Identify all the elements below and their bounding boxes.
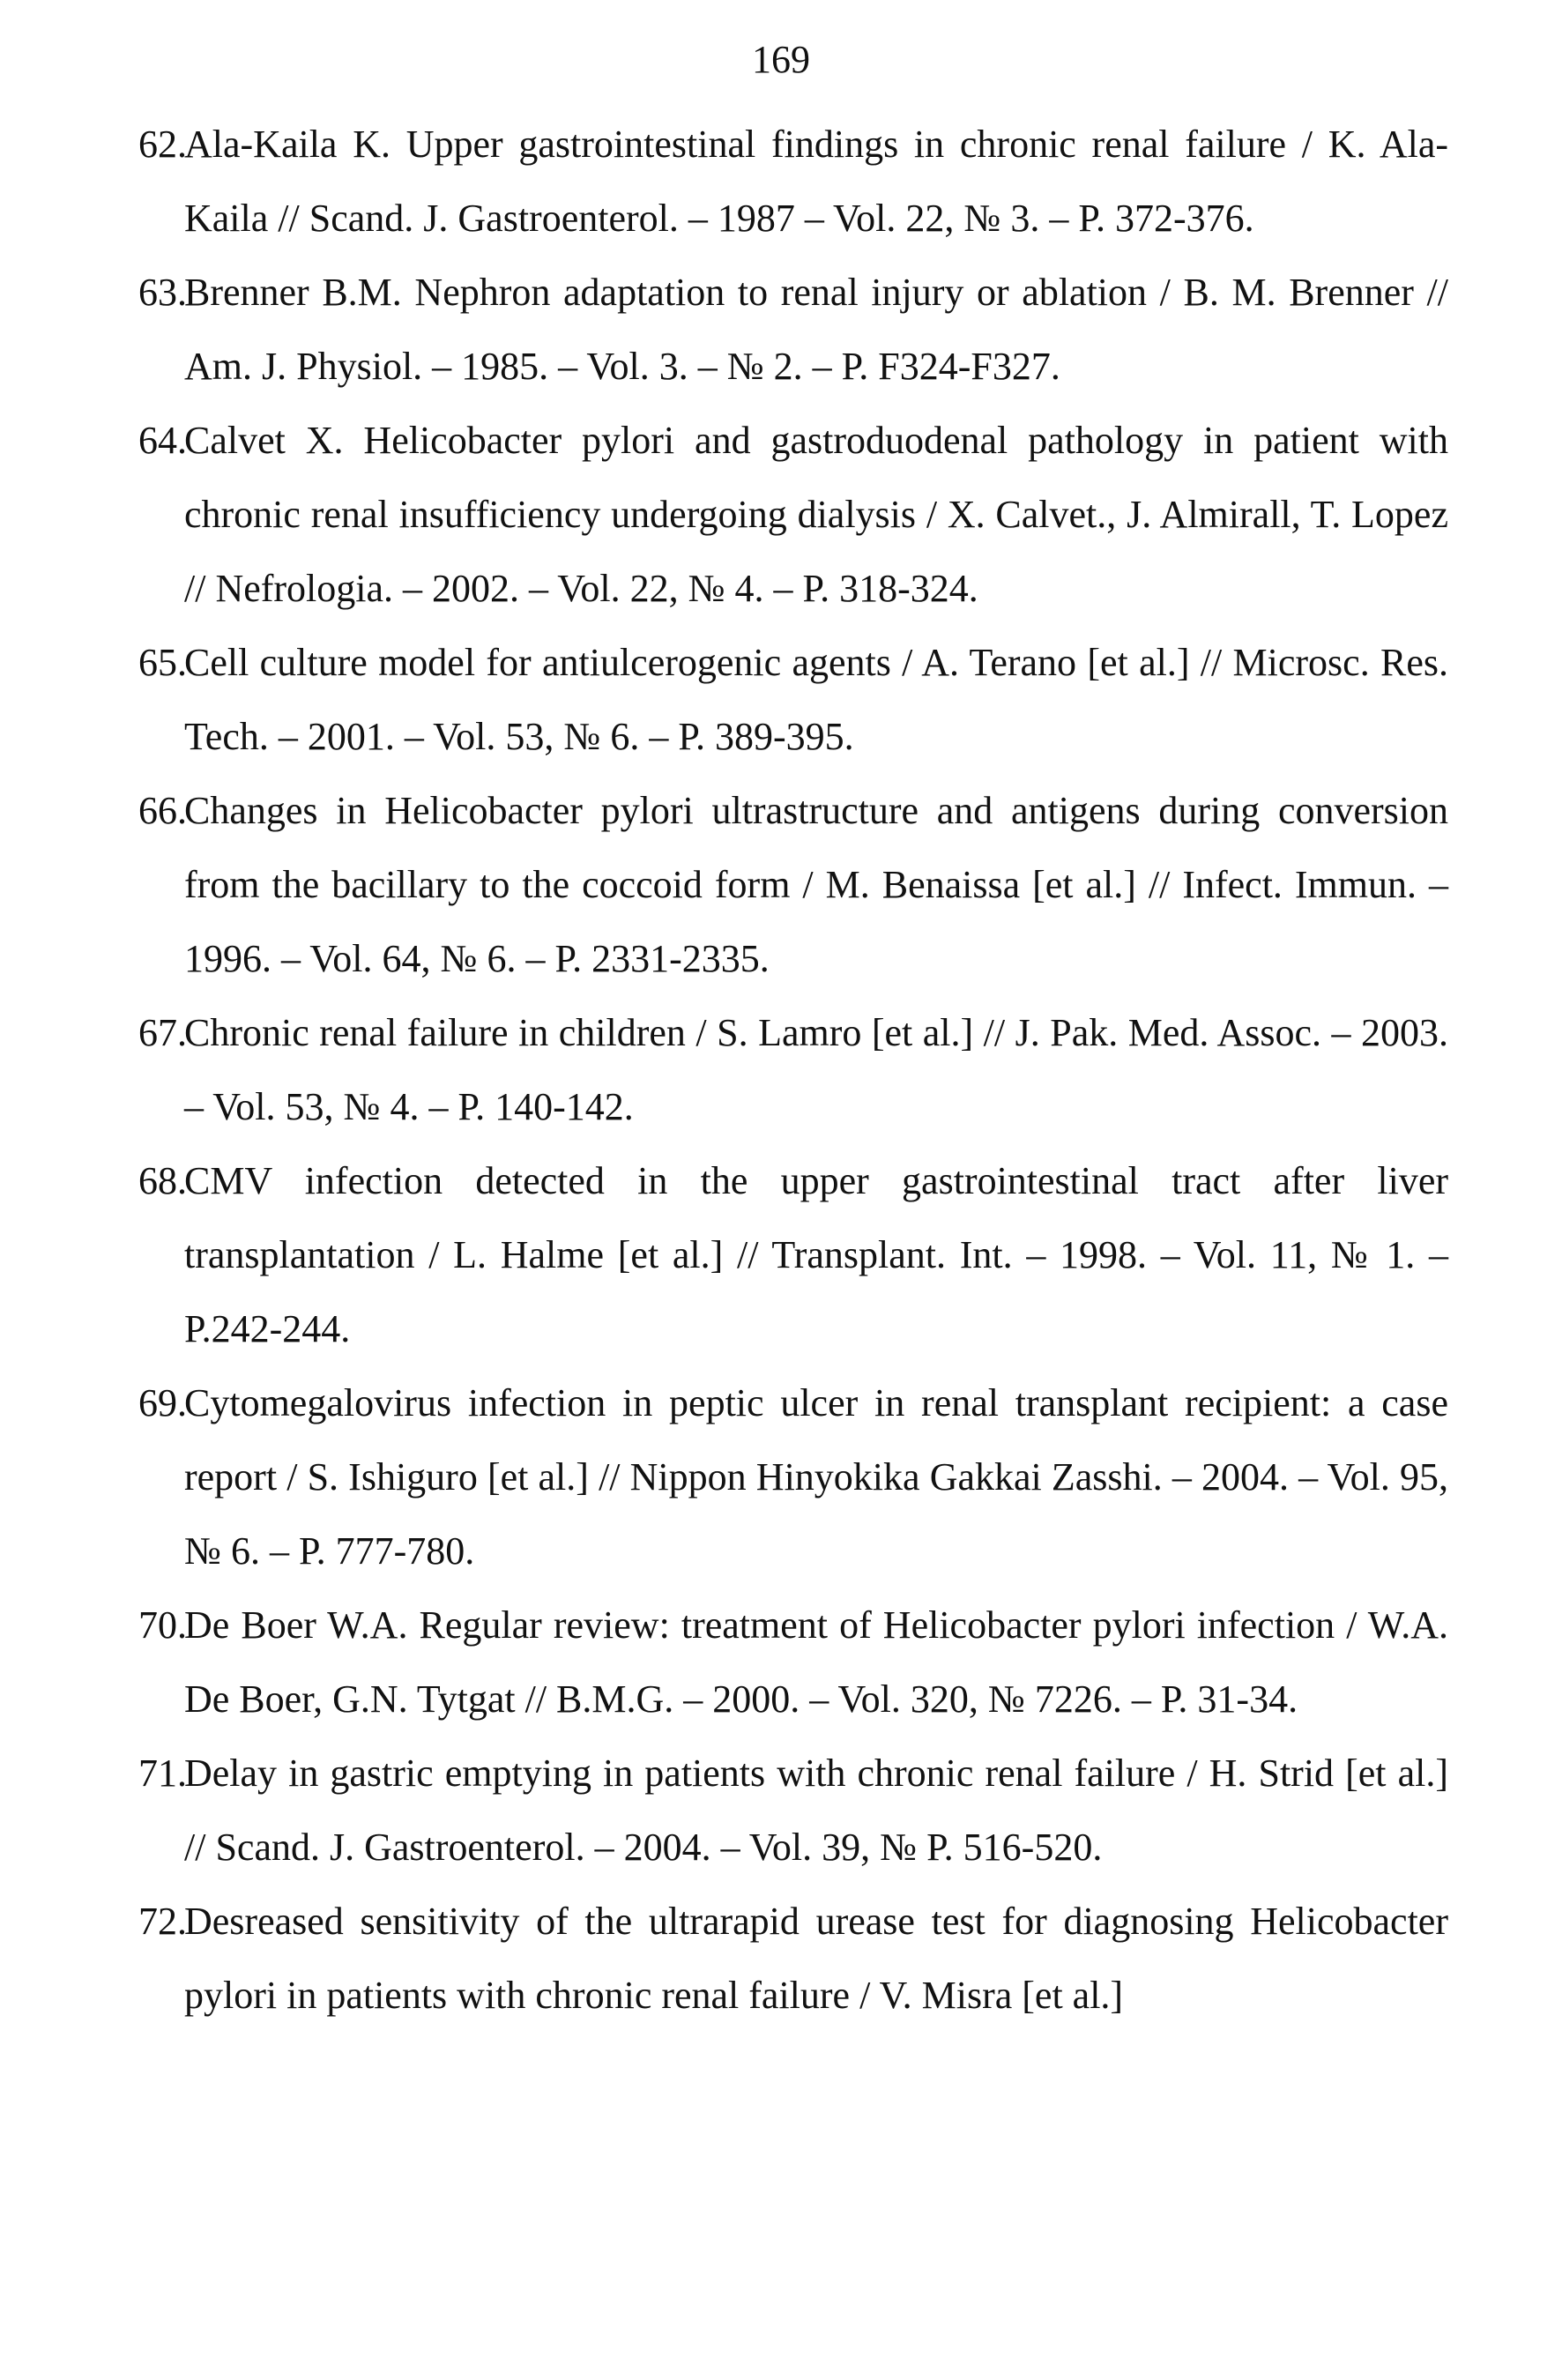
reference-item <box>138 404 1448 626</box>
reference-item <box>138 108 1448 256</box>
reference-text: Cell culture model for antiulcerogenic agents / A. Terano [et al.] // Microsc. Res. Tech. – 2001. – Vol. 53, № 6. – P. 389-395. <box>184 641 1448 758</box>
reference-text: Calvet X. Helicobacter pylori and gastroduodenal pathology in patient with chronic renal insufficiency undergoing dialysis / X. Calvet., J. Almirall, T. Lopez // Nefrologia. – 2002. – Vol. 22, № 4. – P. 318-324. <box>184 419 1448 610</box>
reference-text: Chronic renal failure in children / S. Lamro [et al.] // J. Pak. Med. Assoc. – 2003. – Vol. 53, № 4. – P. 140-142. <box>184 1011 1448 1128</box>
reference-item <box>138 774 1448 996</box>
reference-item <box>138 256 1448 404</box>
reference-number: 70. <box>138 1603 187 1647</box>
reference-text: CMV infection detected in the upper gastrointestinal tract after liver transplantation / L. Halme [et al.] // Transplant. Int. – 1998. – Vol. 11, № 1. – P.242-244. <box>184 1159 1448 1350</box>
reference-text: Cytomegalovirus infection in peptic ulcer in renal transplant recipient: a case report / S. Ishiguro [et al.] // Nippon Hinyokika Gakkai Zasshi. – 2004. – Vol. 95, № 6. – P. 777-780. <box>184 1381 1448 1573</box>
page-number: 169 <box>752 38 810 81</box>
reference-number: 67. <box>138 1011 187 1054</box>
reference-text: Desreased sensitivity of the ultrarapid urease test for diagnosing Helicobacter pylori in patients with chronic renal failure / V. Misra [et al.] <box>184 1900 1448 2017</box>
reference-text: Ala-Kaila K. Upper gastrointestinal findings in chronic renal failure / K. Ala-Kaila // Scand. J. Gastroenterol. – 1987 – Vol. 22, № 3. – P. 372-376. <box>184 123 1448 240</box>
reference-item <box>138 1588 1448 1737</box>
reference-number: 68. <box>138 1159 187 1202</box>
reference-number: 64. <box>138 419 187 462</box>
reference-number: 69. <box>138 1381 187 1424</box>
reference-item <box>138 1737 1448 1885</box>
reference-text: Brenner B.M. Nephron adaptation to renal injury or ablation / B. M. Brenner // Am. J. Physiol. – 1985. – Vol. 3. – № 2. – P. F324-F327. <box>184 271 1448 388</box>
reference-text: De Boer W.A. Regular review: treatment of Helicobacter pylori infection / W.A. De Boer, G.N. Tytgat // B.M.G. – 2000. – Vol. 320, № 7226. – P. 31-34. <box>184 1603 1448 1721</box>
reference-item <box>138 1885 1448 2033</box>
reference-number: 63. <box>138 271 187 314</box>
reference-number: 62. <box>138 123 187 166</box>
reference-number: 72. <box>138 1900 187 1943</box>
reference-item <box>138 1366 1448 1588</box>
reference-item <box>138 1144 1448 1366</box>
reference-item <box>138 996 1448 1144</box>
reference-number: 71. <box>138 1752 187 1795</box>
reference-list <box>138 108 1448 2033</box>
reference-number: 66. <box>138 789 187 832</box>
reference-text: Delay in gastric emptying in patients with chronic renal failure / H. Strid [et al.] // Scand. J. Gastroenterol. – 2004. – Vol. 39, № P. 516-520. <box>184 1752 1448 1869</box>
reference-item <box>138 626 1448 774</box>
reference-text: Changes in Helicobacter pylori ultrastructure and antigens during conversion from the bacillary to the coccoid form / M. Benaissa [et al.] // Infect. Immun. – 1996. – Vol. 64, № 6. – P. 2331-2335. <box>184 789 1448 980</box>
reference-number: 65. <box>138 641 187 684</box>
